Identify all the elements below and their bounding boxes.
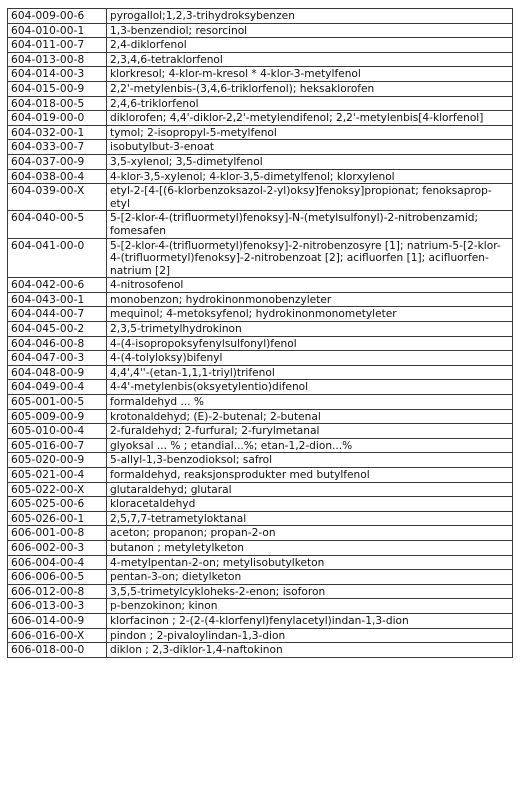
- chemical-name-cell: 5-[2-klor-4-(trifluormetyl)fenoksy]-N-(metylsulfonyl)-2-nitrobenzamid; fomesafen: [107, 211, 513, 238]
- table-row: [8, 482, 513, 497]
- index-number-cell: 604-049-00-4: [8, 380, 107, 395]
- chemical-name-cell: klorfacinon ; 2-(2-(4-klorfenyl)fenylacetyl)indan-1,3-dion: [107, 613, 513, 628]
- table-row: [8, 140, 513, 155]
- chemical-name-cell: tymol; 2-isopropyl-5-metylfenol: [107, 125, 513, 140]
- index-number-cell: 604-009-00-6: [8, 9, 107, 24]
- chemical-name-cell: 2,3,4,6-tetraklorfenol: [107, 52, 513, 67]
- table-row: [8, 365, 513, 380]
- table-row: [8, 584, 513, 599]
- table-row: [8, 599, 513, 614]
- table-row: [8, 52, 513, 67]
- index-number-cell: 604-046-00-8: [8, 336, 107, 351]
- chemical-name-cell: 2,3,5-trimetylhydrokinon: [107, 322, 513, 337]
- chemical-name-cell: kloracetaldehyd: [107, 497, 513, 512]
- chemical-name-cell: monobenzon; hydrokinonmonobenzyleter: [107, 292, 513, 307]
- chemical-name-cell: 2,5,7,7-tetrametyloktanal: [107, 511, 513, 526]
- index-number-cell: 604-033-00-7: [8, 140, 107, 155]
- table-row: [8, 380, 513, 395]
- table-row: [8, 211, 513, 238]
- chemical-name-cell: diklon ; 2,3-diklor-1,4-naftokinon: [107, 643, 513, 658]
- chemical-name-cell: 5-allyl-1,3-benzodioksol; safrol: [107, 453, 513, 468]
- index-number-cell: 605-026-00-1: [8, 511, 107, 526]
- chemical-name-cell: etyl-2-[4-[(6-klorbenzoksazol-2-yl)oksy]fenoksy]propionat; fenoksaprop-etyl: [107, 184, 513, 211]
- index-number-cell: 604-015-00-9: [8, 81, 107, 96]
- table-row: [8, 540, 513, 555]
- chemical-name-cell: 2,4,6-triklorfenol: [107, 96, 513, 111]
- table-row: [8, 23, 513, 38]
- table-body: [8, 9, 513, 658]
- table-row: [8, 613, 513, 628]
- chemical-name-cell: diklorofen; 4,4'-diklor-2,2'-metylendifenol; 2,2'-metylenbis[4-klorfenol]: [107, 111, 513, 126]
- chemical-name-cell: 4-(4-isopropoksyfenylsulfonyl)fenol: [107, 336, 513, 351]
- index-number-cell: 604-042-00-6: [8, 278, 107, 293]
- index-number-cell: 606-012-00-8: [8, 584, 107, 599]
- table-row: [8, 307, 513, 322]
- chemical-name-cell: aceton; propanon; propan-2-on: [107, 526, 513, 541]
- index-number-cell: 604-019-00-0: [8, 111, 107, 126]
- table-row: [8, 409, 513, 424]
- table-row: [8, 67, 513, 82]
- table-row: [8, 292, 513, 307]
- table-row: [8, 468, 513, 483]
- chemical-name-cell: 3,5,5-trimetylcykloheks-2-enon; isoforon: [107, 584, 513, 599]
- index-number-cell: 605-001-00-5: [8, 395, 107, 410]
- table-row: [8, 511, 513, 526]
- chemical-name-cell: 4-metylpentan-2-on; metylisobutylketon: [107, 555, 513, 570]
- table-row: [8, 38, 513, 53]
- index-number-cell: 604-032-00-1: [8, 125, 107, 140]
- table-row: [8, 351, 513, 366]
- index-number-cell: 605-021-00-4: [8, 468, 107, 483]
- chemical-name-cell: formaldehyd, reaksjonsprodukter med butylfenol: [107, 468, 513, 483]
- chemical-name-cell: isobutylbut-3-enoat: [107, 140, 513, 155]
- table-row: [8, 628, 513, 643]
- chemical-name-cell: p-benzokinon; kinon: [107, 599, 513, 614]
- index-number-cell: 606-018-00-0: [8, 643, 107, 658]
- chemical-name-cell: formaldehyd ... %: [107, 395, 513, 410]
- table-row: [8, 9, 513, 24]
- index-number-cell: 604-039-00-X: [8, 184, 107, 211]
- table-row: [8, 184, 513, 211]
- chemical-name-cell: 2-furaldehyd; 2-furfural; 2-furylmetanal: [107, 424, 513, 439]
- table-row: [8, 570, 513, 585]
- index-number-cell: 604-011-00-7: [8, 38, 107, 53]
- index-number-cell: 605-009-00-9: [8, 409, 107, 424]
- index-number-cell: 606-006-00-5: [8, 570, 107, 585]
- index-number-cell: 606-002-00-3: [8, 540, 107, 555]
- chemical-name-cell: mequinol; 4-metoksyfenol; hydrokinonmonometyleter: [107, 307, 513, 322]
- chemical-name-cell: 4,4',4''-(etan-1,1,1-triyl)trifenol: [107, 365, 513, 380]
- index-number-cell: 606-016-00-X: [8, 628, 107, 643]
- chemical-name-cell: 3,5-xylenol; 3,5-dimetylfenol: [107, 154, 513, 169]
- table-row: [8, 238, 513, 278]
- table-row: [8, 336, 513, 351]
- table-row: [8, 96, 513, 111]
- chemical-name-cell: glyoksal ... % ; etandial...%; etan-1,2-dion...%: [107, 438, 513, 453]
- table-row: [8, 322, 513, 337]
- table-row: [8, 497, 513, 512]
- index-number-cell: 604-047-00-3: [8, 351, 107, 366]
- table-row: [8, 111, 513, 126]
- chemical-name-cell: 2,4-diklorfenol: [107, 38, 513, 53]
- substance-table: [7, 8, 513, 658]
- table-row: [8, 395, 513, 410]
- index-number-cell: 605-025-00-6: [8, 497, 107, 512]
- index-number-cell: 604-014-00-3: [8, 67, 107, 82]
- index-number-cell: 604-013-00-8: [8, 52, 107, 67]
- chemical-name-cell: klorkresol; 4-klor-m-kresol * 4-klor-3-metylfenol: [107, 67, 513, 82]
- index-number-cell: 604-038-00-4: [8, 169, 107, 184]
- index-number-cell: 606-004-00-4: [8, 555, 107, 570]
- table-row: [8, 81, 513, 96]
- index-number-cell: 606-001-00-8: [8, 526, 107, 541]
- chemical-name-cell: krotonaldehyd; (E)-2-butenal; 2-butenal: [107, 409, 513, 424]
- chemical-name-cell: pentan-3-on; dietylketon: [107, 570, 513, 585]
- index-number-cell: 604-044-00-7: [8, 307, 107, 322]
- index-number-cell: 604-010-00-1: [8, 23, 107, 38]
- index-number-cell: 606-013-00-3: [8, 599, 107, 614]
- index-number-cell: 604-041-00-0: [8, 238, 107, 278]
- chemical-name-cell: 4-(4-tolyloksy)bifenyl: [107, 351, 513, 366]
- chemical-name-cell: butanon ; metyletylketon: [107, 540, 513, 555]
- index-number-cell: 604-018-00-5: [8, 96, 107, 111]
- chemical-name-cell: 4-klor-3,5-xylenol; 4-klor-3,5-dimetylfenol; klorxylenol: [107, 169, 513, 184]
- table-row: [8, 555, 513, 570]
- table-row: [8, 424, 513, 439]
- index-number-cell: 606-014-00-9: [8, 613, 107, 628]
- chemical-name-cell: pyrogallol;1,2,3-trihydroksybenzen: [107, 9, 513, 24]
- table-row: [8, 643, 513, 658]
- chemical-name-cell: 4-4'-metylenbis(oksyetylentio)difenol: [107, 380, 513, 395]
- index-number-cell: 605-010-00-4: [8, 424, 107, 439]
- chemical-name-cell: 2,2'-metylenbis-(3,4,6-triklorfenol); heksaklorofen: [107, 81, 513, 96]
- chemical-name-cell: 4-nitrosofenol: [107, 278, 513, 293]
- table-row: [8, 169, 513, 184]
- chemical-name-cell: 5-[2-klor-4-(trifluormetyl)fenoksy]-2-nitrobenzosyre [1]; natrium-5-[2-klor-4-(trifluormetyl)fenoksy]-2-nitrobenzoat [2]; acifluorfen [1]; acifluorfen-natrium [2]: [107, 238, 513, 278]
- table-row: [8, 453, 513, 468]
- table-row: [8, 125, 513, 140]
- index-number-cell: 604-045-00-2: [8, 322, 107, 337]
- index-number-cell: 605-022-00-X: [8, 482, 107, 497]
- table-row: [8, 278, 513, 293]
- chemical-name-cell: 1,3-benzendiol; resorcinol: [107, 23, 513, 38]
- index-number-cell: 605-020-00-9: [8, 453, 107, 468]
- index-number-cell: 605-016-00-7: [8, 438, 107, 453]
- table-row: [8, 526, 513, 541]
- index-number-cell: 604-037-00-9: [8, 154, 107, 169]
- index-number-cell: 604-048-00-9: [8, 365, 107, 380]
- index-number-cell: 604-040-00-5: [8, 211, 107, 238]
- table-row: [8, 438, 513, 453]
- table-row: [8, 154, 513, 169]
- chemical-name-cell: pindon ; 2-pivaloylindan-1,3-dion: [107, 628, 513, 643]
- index-number-cell: 604-043-00-1: [8, 292, 107, 307]
- chemical-name-cell: glutaraldehyd; glutaral: [107, 482, 513, 497]
